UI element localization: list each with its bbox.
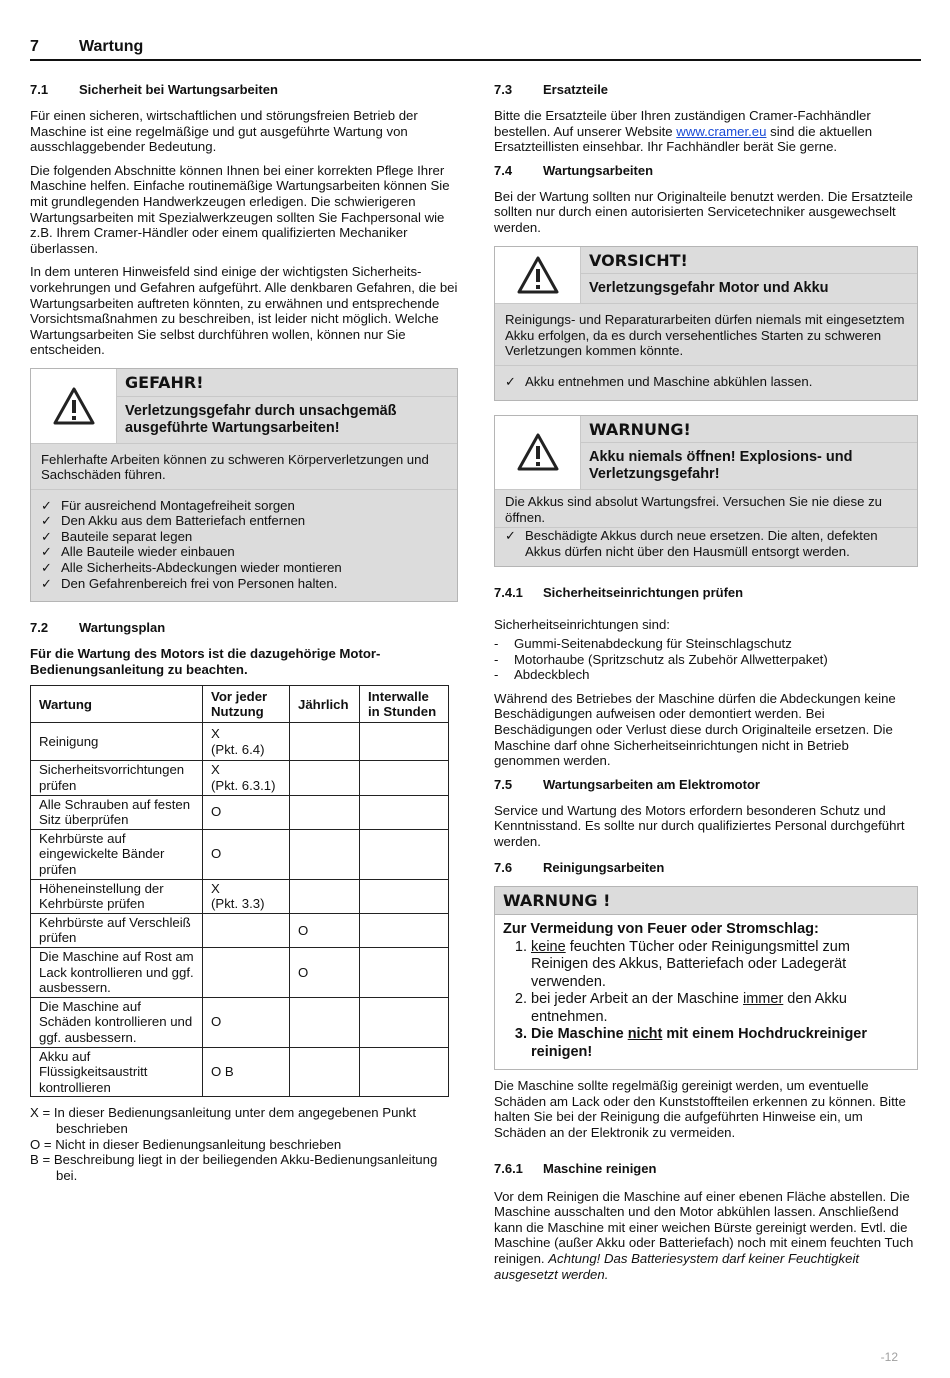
table-row [31, 829, 449, 879]
table-cell-yearly: O [290, 947, 360, 997]
table-cell-task: Sicherheitsvorrichtungen prüfen [31, 761, 203, 795]
left-column [30, 82, 458, 1183]
paragraph: Während des Betriebes der Maschine dürfen die Abdeckungen keine Beschädigungen aufweisen oder demontiert werden. Bei Beschädigungen oder Verlust diese durch Originalteile ersetzen. Die Maschine darf ohne Sicherheitseinrichtungen nicht in Betrieb genommen werden. [494, 690, 896, 769]
table-cell-task: Kehrbürste auf Verschleiß prüfen [31, 913, 203, 947]
hazard-title: Verletzungsgefahr Motor und Akku [589, 280, 829, 297]
table-cell-task: Reinigung [31, 723, 203, 761]
checklist-item: ✓ Den Akku aus dem Batteriefach entfernen [41, 513, 447, 529]
legend-item: O = Nicht in dieser Bedienungsanleitung beschrieben [30, 1136, 342, 1152]
warning-triangle-icon [31, 369, 117, 443]
warning-notice [494, 415, 918, 567]
legend-item: X = In dieser Bedienungsanleitung unter dem angegebenen Punkt beschrieben [30, 1105, 417, 1136]
list-item: 3. Die Maschine nicht mit einem Hochdruckreiniger reinigen! [531, 1026, 909, 1061]
list-item: - Gummi-Seitenabdeckung für Steinschlagschutz [494, 636, 918, 652]
section-7-4-heading: 7.4 Wartungsarbeiten [494, 162, 654, 178]
signal-word: WARNUNG! [581, 416, 917, 444]
table-cell-before: O [203, 795, 290, 829]
legend-item: B = Beschreibung liegt in der beiliegenden Akku-Bedienungsanleitung bei. [30, 1152, 438, 1183]
table-row [31, 913, 449, 947]
table-row [31, 761, 449, 795]
table-cell-task: Die Maschine auf Rost am Lack kontrollieren und ggf. ausbessern. [31, 947, 203, 997]
paragraph: Bei der Wartung sollten nur Originalteile benutzt werden. Die Ersatzteile sollten nur durch einen autorisierten Servicetechniker ausgewechselt werden. [494, 188, 913, 235]
table-cell-before: X (Pkt. 6.4) [203, 723, 290, 761]
table-cell-interval [360, 795, 449, 829]
checklist [31, 490, 457, 602]
signal-word: GEFAHR! [117, 369, 457, 397]
table-cell-interval [360, 947, 449, 997]
paragraph: Service und Wartung des Motors erfordern besonderen Schutz und Kenntnisstand. Es sollte nur durch qualifiziertes Personal durchgeführt werden. [494, 802, 905, 850]
table-row [31, 795, 449, 829]
table-cell-yearly: O [290, 913, 360, 947]
chapter-heading [30, 38, 921, 61]
hazard-description: Reinigungs- und Reparaturarbeiten dürfen niemals mit eingesetztem Akku erfolgen, da es durch versehentliches Starten zu schweren Verletzungen kommen könnte. [495, 304, 917, 366]
chapter-number: 7 [30, 38, 39, 55]
table-cell-interval [360, 723, 449, 761]
caution-notice [494, 246, 918, 401]
checklist-item: ✓ Den Gefahrenbereich frei von Personen halten. [41, 576, 447, 592]
checklist-item: ✓ Akku entnehmen und Maschine abkühlen lassen. [505, 374, 907, 390]
table-cell-before [203, 913, 290, 947]
right-column [494, 82, 918, 1290]
section-7-6-1-heading: 7.6.1 Maschine reinigen [494, 1160, 657, 1176]
checklist-item: ✓ Alle Bauteile wieder einbauen [41, 544, 447, 560]
table-cell-before: O [203, 997, 290, 1047]
hazard-description: Fehlerhafte Arbeiten können zu schweren Körperverletzungen und Sachschäden führen. [31, 444, 457, 490]
table-header-row [31, 686, 449, 723]
table-cell-yearly [290, 795, 360, 829]
list-item: - Abdeckblech [494, 667, 918, 683]
section-7-6-heading: 7.6 Reinigungsarbeiten [494, 859, 665, 875]
section-7-3-heading: 7.3 Ersatzteile [494, 82, 609, 97]
checklist [495, 528, 917, 565]
checklist [495, 366, 917, 400]
hazard-description: Die Akkus sind absolut Wartungsfrei. Versuchen Sie nie diese zu öffnen. [495, 490, 917, 528]
warning-lead: Zur Vermeidung von Feuer oder Stromschlag: [503, 921, 819, 938]
table-row [31, 997, 449, 1047]
table-legend [30, 1105, 458, 1183]
table-cell-task: Höheneinstellung der Kehrbürste prüfen [31, 879, 203, 913]
cleaning-warning-box [494, 886, 918, 1071]
column-header: Vor jeder Nutzung [203, 686, 290, 723]
maintenance-table [30, 685, 449, 1097]
signal-word: VORSICHT! [581, 247, 917, 275]
table-cell-before: X (Pkt. 6.3.1) [203, 761, 290, 795]
table-cell-task: Akku auf Flüssigkeitsaustritt kontrollieren [31, 1047, 203, 1097]
table-cell-before: X (Pkt. 3.3) [203, 879, 290, 913]
table-cell-yearly [290, 879, 360, 913]
column-header: Jährlich [290, 686, 360, 723]
list-item: 2. bei jeder Arbeit an der Maschine immer den Akku entnehmen. [531, 991, 909, 1026]
table-cell-yearly [290, 997, 360, 1047]
table-cell-interval [360, 761, 449, 795]
checklist-item: ✓ Bauteile separat legen [41, 529, 447, 545]
table-cell-interval [360, 1047, 449, 1097]
table-row [31, 723, 449, 761]
table-cell-task: Kehrbürste auf eingewickelte Bänder prüfen [31, 829, 203, 879]
danger-notice [30, 368, 458, 602]
hazard-title: Verletzungsgefahr durch unsachgemäß ausgeführte Wartungsarbeiten! [125, 402, 397, 436]
list-item: 1. keine feuchten Tücher oder Reinigungsmittel zum Reinigen des Akkus, Batteriefach oder Ladegerät verwenden. [531, 939, 909, 992]
hazard-title: Akku niemals öffnen! Explosions- und Verletzungsgefahr! [589, 449, 853, 483]
list-item: - Motorhaube (Spritzschutz als Zubehör Allwetterpaket) [494, 652, 918, 668]
column-header: Interwalle in Stunden [360, 686, 449, 723]
warning-triangle-icon [495, 247, 581, 304]
table-cell-before: O [203, 829, 290, 879]
section-7-4-1-heading: 7.4.1 Sicherheitseinrichtungen prüfen [494, 584, 744, 600]
paragraph: Sicherheitseinrichtungen sind: [494, 616, 670, 632]
table-row [31, 879, 449, 913]
table-cell-task: Die Maschine auf Schäden kontrollieren und ggf. ausbessern. [31, 997, 203, 1047]
warning-triangle-icon [495, 416, 581, 490]
safety-device-list [494, 636, 918, 683]
table-cell-interval [360, 997, 449, 1047]
table-cell-before [203, 947, 290, 997]
section-7-5-heading: 7.5 Wartungsarbeiten am Elektromotor [494, 776, 760, 792]
paragraph: Für einen sicheren, wirtschaftlichen und störungsfreien Betrieb der Maschine ist eine regelmäßige und gut ausgeführte Wartung von ausschlaggebender Bedeutung. [30, 108, 418, 155]
signal-word: WARNUNG ! [495, 887, 917, 916]
section-7-1-heading: 7.1 Sicherheit bei Wartungsarbeiten [30, 82, 278, 97]
checklist-item: ✓ Für ausreichend Montagefreiheit sorgen [41, 498, 447, 514]
table-cell-before: O B [203, 1047, 290, 1097]
table-row [31, 947, 449, 997]
maintenance-intro: Für die Wartung des Motors ist die dazugehörige Motor-Bedienungsanleitung zu beachten. [30, 646, 381, 677]
table-cell-interval [360, 913, 449, 947]
paragraph: Die Maschine sollte regelmäßig gereinigt werden, um eventuelle Schäden am Lack oder den Kunststoffteilen erkennen zu können. Bitte halten Sie bei der Reinigung die aufgeführten Hinweise ein, um Schäden an der Elektronik zu vermeiden. [494, 1078, 906, 1140]
page-number: -12 [880, 1350, 898, 1364]
table-cell-interval [360, 879, 449, 913]
section-7-2-heading: 7.2 Wartungsplan [30, 620, 166, 636]
table-row [31, 1047, 449, 1097]
paragraph: In dem unteren Hinweisfeld sind einige der wichtigsten Sicherheits-vorkehrungen und Gefahren aufgeführt. Alle denkbaren Gefahren, die bei Wartungsarbeiten auftreten könnten, zu erwähnen und entsprechende Vorsichtsmaßnahmen zu beschreiben, ist leider nicht möglich. Welche Wartungsarbeiten Sie selbst durchführen wollen, können nur Sie entscheiden. [30, 264, 458, 358]
paragraph: Die folgenden Abschnitte können Ihnen bei einer korrekten Pflege Ihrer Maschine helfen. Einfache routinemäßige Wartungsarbeiten können Sie mit grundlegenden Handwerkzeugen erledigen. Die schwierigeren Wartungsarbeiten mit Spezialwerkzeugen sollten Sie Fachpersonal wie z.B. Ihrem Cramer-Händler oder einem qualifizierten Mechaniker überlassen. [30, 162, 450, 256]
table-cell-yearly [290, 829, 360, 879]
table-cell-interval [360, 829, 449, 879]
checklist-item: ✓ Alle Sicherheits-Abdeckungen wieder montieren [41, 560, 447, 576]
website-link[interactable]: www.cramer.eu [676, 123, 767, 139]
chapter-title: Wartung [79, 38, 144, 55]
checklist-item: ✓ Beschädigte Akkus durch neue ersetzen. Die alten, defekten Akkus dürfen nicht über den Hausmüll entsorgt werden. [505, 528, 907, 559]
table-cell-yearly [290, 1047, 360, 1097]
paragraph: Bitte die Ersatzteile über Ihren zuständigen Cramer-Fachhändler bestellen. Auf unserer Website www.cramer.eu sind die aktuellen Ersatzteillisten einsehbar. Ihr Fachhändler berät Sie gerne. [494, 108, 873, 155]
warning-list [503, 939, 909, 1062]
table-cell-yearly [290, 761, 360, 795]
table-cell-task: Alle Schrauben auf festen Sitz überprüfen [31, 795, 203, 829]
column-header: Wartung [31, 686, 203, 723]
paragraph: Vor dem Reinigen die Maschine auf einer ebenen Fläche abstellen. Die Maschine ausschalten und den Motor abkühlen lassen. Anschließend kann die Maschine mit einer weichen Bürste gereinigt werden. Evtl. die Maschine (außer Akku oder Batteriefach) noch mit einem feuchten Tuch reinigen. Achtung! Das Batteriesystem darf keiner Feuchtigkeit ausgesetzt werden. [494, 1188, 914, 1282]
table-cell-yearly [290, 723, 360, 761]
